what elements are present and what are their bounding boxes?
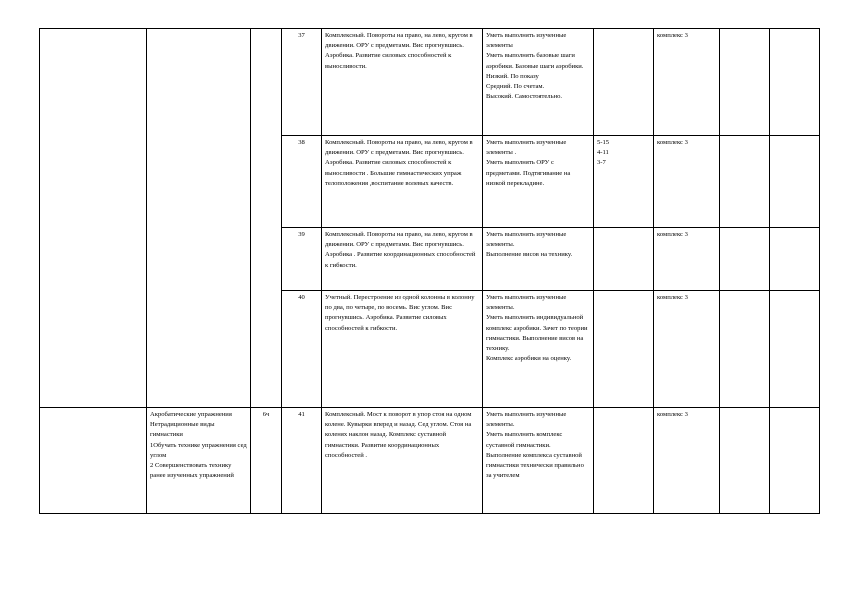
blank-cell xyxy=(720,136,770,228)
section-cell: Акробатические упражнения Нетрадиционные виды гимнастики 1Обучать технике упражнения сед углом 2 Совершенствовать технику ранее изученных упражнений xyxy=(147,408,251,514)
hours-cell xyxy=(251,29,282,408)
norm-cell xyxy=(594,408,654,514)
lesson-number: 39 xyxy=(282,228,322,291)
blank-cell xyxy=(40,408,147,514)
control-cell: комплекс 3 xyxy=(654,228,720,291)
expected-results: Уметь выполнять изученные элементы . Уметь выполнять ОРУ с предметами. Подтягивание на низкой перекладине. xyxy=(483,136,594,228)
table-row xyxy=(40,408,820,514)
lesson-number: 37 xyxy=(282,29,322,136)
control-cell: комплекс 3 xyxy=(654,136,720,228)
blank-cell xyxy=(720,29,770,136)
lesson-number: 38 xyxy=(282,136,322,228)
lesson-content: Комплексный. Повороты на право, на лево, кругом в движении. ОРУ с предметами. Вис прогнувшись. Аэробика. Развитие силовых способностей к выносливости . Большие гимнастических упраж телоположения ,воспитание волевых качеств. xyxy=(322,136,483,228)
blank-cell xyxy=(720,228,770,291)
expected-results: Уметь выполнять изученные элементы. Уметь выполнять комплекс суставной гимнастики. Выполнение комплекса суставной гимнастики технически правильно за учителем xyxy=(483,408,594,514)
lesson-content: Комплексный. Мост к поворот в упор стоя на одном колене. Кувырки вперед и назад. Сед углом. Стоя на коленях наклон назад. Комплекс суставной гимнастики. Развитие координационных способностей . xyxy=(322,408,483,514)
norm-cell xyxy=(594,291,654,408)
expected-results: Уметь выполнять изученные элементы Уметь выполнять базовые шаги аэробики. Базовые шаги аэробики. Низкий. По показу Средний. По счетам. Высокий. Самостоятельно. xyxy=(483,29,594,136)
blank-cell xyxy=(770,408,820,514)
expected-results: Уметь выполнять изученные элементы. Выполнение висов на технику. xyxy=(483,228,594,291)
expected-results: Уметь выполнять изученные элементы. Уметь выполнять индивидуальной комплекс аэробики. Зачет по теории гимнастики. Выполнение висов на технику. Комплекс аэробики на оценку. xyxy=(483,291,594,408)
lesson-content: Комплексный. Повороты на право, на лево, кругом в движении. ОРУ с предметами. Вис прогнувшись. Аэробика. Развитие силовых способностей к выносливости. xyxy=(322,29,483,136)
control-cell: комплекс 3 xyxy=(654,29,720,136)
blank-cell xyxy=(770,291,820,408)
norm-cell xyxy=(594,228,654,291)
blank-cell xyxy=(720,291,770,408)
hours-cell: 6ч xyxy=(251,408,282,514)
blank-cell xyxy=(40,29,147,408)
lesson-content: Учетный. Перестроение из одной колонны в колонну по два, по четыре, по восемь. Вис углом. Вис прогнувшись. Аэробика. Развитие силовых способностей к гибкости. xyxy=(322,291,483,408)
blank-cell xyxy=(720,408,770,514)
blank-cell xyxy=(770,29,820,136)
lesson-plan-table xyxy=(39,28,820,514)
table-row xyxy=(40,29,820,136)
section-cell xyxy=(147,29,251,408)
lesson-content: Комплексный. Повороты на право, на лево, кругом в движении. ОРУ с предметами. Вис прогнувшись. Аэробика . Развитие координационных способностей к гибкости. xyxy=(322,228,483,291)
norm-cell xyxy=(594,29,654,136)
blank-cell xyxy=(770,228,820,291)
lesson-number: 40 xyxy=(282,291,322,408)
blank-cell xyxy=(770,136,820,228)
control-cell: комплекс 3 xyxy=(654,291,720,408)
lesson-number: 41 xyxy=(282,408,322,514)
control-cell: комплекс 3 xyxy=(654,408,720,514)
norm-cell: 5-15 4-11 3-7 xyxy=(594,136,654,228)
